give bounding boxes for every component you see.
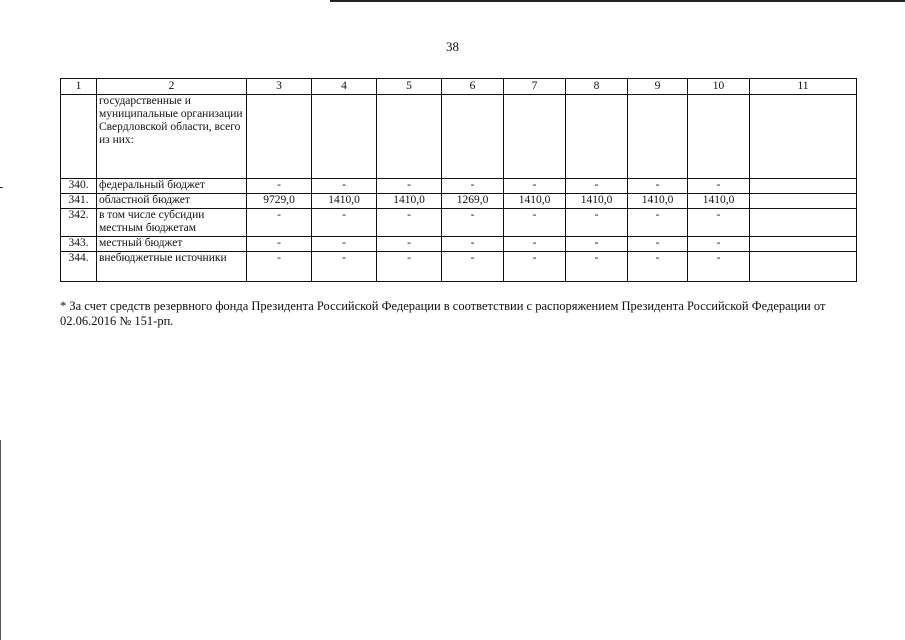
row-number: 343.: [61, 237, 97, 252]
cell-value: 1269,0: [442, 194, 504, 209]
cell-value: -: [377, 252, 442, 282]
cell-value: [566, 95, 628, 179]
column-header: 7: [504, 79, 566, 95]
scan-mark: [0, 187, 3, 188]
cell-value: -: [247, 179, 312, 194]
cell-value: -: [688, 237, 750, 252]
row-number: 344.: [61, 252, 97, 282]
cell-value: -: [377, 179, 442, 194]
cell-value: -: [566, 179, 628, 194]
cell-value: [628, 95, 688, 179]
row-label: внебюджетные источники: [97, 252, 247, 282]
row-number: 340.: [61, 179, 97, 194]
cell-value: -: [247, 209, 312, 237]
cell-value: [750, 95, 857, 179]
cell-value: -: [504, 237, 566, 252]
cell-value: -: [628, 209, 688, 237]
cell-value: 1410,0: [628, 194, 688, 209]
cell-value: -: [628, 179, 688, 194]
cell-value: [377, 95, 442, 179]
cell-value: -: [504, 252, 566, 282]
cell-value: [750, 179, 857, 194]
cell-value: 1410,0: [688, 194, 750, 209]
cell-value: [750, 252, 857, 282]
table-header-row: [61, 79, 857, 95]
column-header: 4: [312, 79, 377, 95]
column-header: 11: [750, 79, 857, 95]
cell-value: 1410,0: [377, 194, 442, 209]
table-row: [61, 252, 857, 282]
cell-value: -: [566, 252, 628, 282]
cell-value: -: [566, 209, 628, 237]
cell-value: [312, 95, 377, 179]
column-header: 6: [442, 79, 504, 95]
row-label: федеральный бюджет: [97, 179, 247, 194]
cell-value: -: [628, 252, 688, 282]
cell-value: [247, 95, 312, 179]
cell-value: -: [566, 237, 628, 252]
table-row: [61, 179, 857, 194]
cell-value: [750, 194, 857, 209]
cell-value: -: [247, 237, 312, 252]
table-row: [61, 95, 857, 179]
column-header: 2: [97, 79, 247, 95]
cell-value: [688, 95, 750, 179]
cell-value: -: [247, 252, 312, 282]
cell-value: -: [312, 209, 377, 237]
table-row: [61, 237, 857, 252]
cell-value: -: [628, 237, 688, 252]
scan-edge-left: [0, 440, 1, 640]
cell-value: -: [504, 209, 566, 237]
cell-value: -: [504, 179, 566, 194]
row-number: 341.: [61, 194, 97, 209]
cell-value: 1410,0: [312, 194, 377, 209]
cell-value: 9729,0: [247, 194, 312, 209]
cell-value: -: [377, 209, 442, 237]
cell-value: -: [377, 237, 442, 252]
column-header: 5: [377, 79, 442, 95]
cell-value: -: [688, 179, 750, 194]
cell-value: -: [312, 179, 377, 194]
page-number: 38: [446, 39, 459, 54]
row-label: государственные и муниципальные организации Свердловской области, всего из них:: [97, 95, 247, 179]
row-label: в том числе субсидии местным бюджетам: [97, 209, 247, 237]
cell-value: [750, 209, 857, 237]
column-header: 10: [688, 79, 750, 95]
cell-value: -: [442, 237, 504, 252]
cell-value: -: [688, 252, 750, 282]
table-row: [61, 209, 857, 237]
cell-value: -: [442, 179, 504, 194]
cell-value: [504, 95, 566, 179]
column-header: 9: [628, 79, 688, 95]
row-label: областной бюджет: [97, 194, 247, 209]
cell-value: [750, 237, 857, 252]
cell-value: 1410,0: [504, 194, 566, 209]
cell-value: -: [312, 252, 377, 282]
cell-value: -: [312, 237, 377, 252]
cell-value: -: [442, 252, 504, 282]
footnote: * За счет средств резервного фонда Президента Российской Федерации в соответствии с распоряжением Президента Российской Федерации от 02.06.2016 № 151-рп.: [60, 299, 826, 328]
scan-edge-top: [330, 0, 905, 2]
row-label: местный бюджет: [97, 237, 247, 252]
budget-table: [60, 78, 857, 282]
cell-value: -: [442, 209, 504, 237]
column-header: 8: [566, 79, 628, 95]
column-header: 3: [247, 79, 312, 95]
cell-value: -: [688, 209, 750, 237]
table-row: [61, 194, 857, 209]
column-header: 1: [61, 79, 97, 95]
row-number: [61, 95, 97, 179]
cell-value: 1410,0: [566, 194, 628, 209]
cell-value: [442, 95, 504, 179]
row-number: 342.: [61, 209, 97, 237]
